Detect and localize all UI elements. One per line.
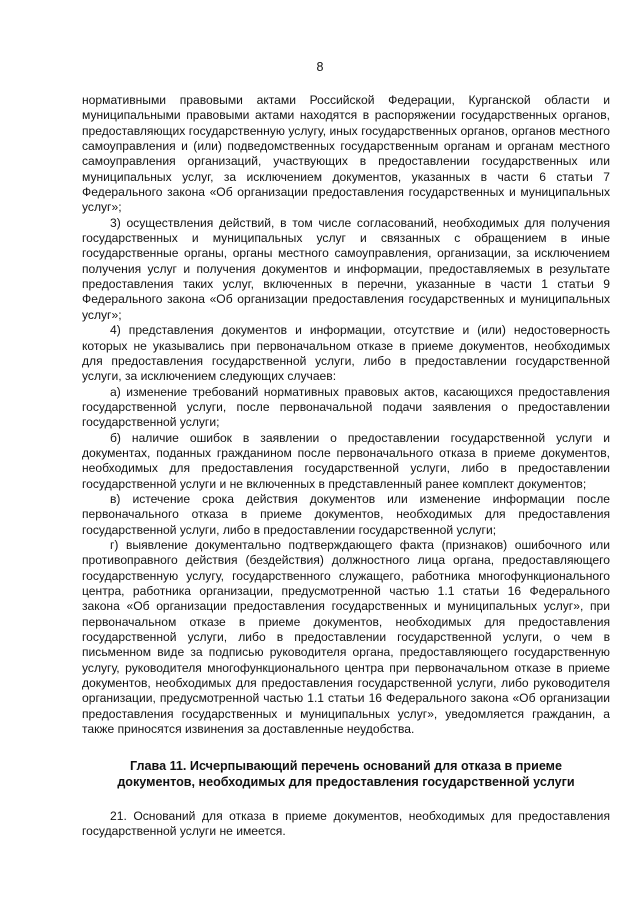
paragraph-item-3: 3) осуществления действий, в том числе согласований, необходимых для получения государственных и муниципальных услуг и связанных с обращением в иные государственные органы, органы местного самоуправления, организации, за исключением получения услуг и получения документов и информации, предоставляемых в результате предоставления таких услуг, включенных в перечни, указанные в части 1 статьи 9 Федерального закона «Об организации предоставления государственных и муниципальных услуг»; (82, 215, 610, 322)
paragraph-subitem-b: б) наличие ошибок в заявлении о предоставлении государственной услуги и документах, поданных гражданином после первоначального отказа в приеме документов, необходимых для предоставления государственной услуги, либо в предоставлении государственной услуги и не включенных в представленный ранее комплект документов; (82, 430, 610, 491)
paragraph-subitem-a: а) изменение требований нормативных правовых актов, касающихся предоставления государственной услуги, после первоначальной подачи заявления о предоставлении государственной услуги; (82, 384, 610, 430)
document-body (82, 93, 610, 839)
chapter-heading: Глава 11. Исчерпывающий перечень оснований для отказа в приеме документов, необходимых для предоставления государственной услуги (117, 759, 575, 790)
paragraph-item-21: 21. Оснований для отказа в приеме документов, необходимых для предоставления государственной услуги не имеется. (82, 808, 610, 838)
paragraph-continuation: нормативными правовыми актами Российской Федерации, Курганской области и муниципальными правовыми актами находятся в распоряжении государственных органов, предоставляющих государственную услугу, иных государственных органов, органов местного самоуправления и (или) подведомственных государственным органам и органам местного самоуправления организаций, участвующих в предоставлении государственных или муниципальных услуг, за исключением документов, указанных в части 6 статьи 7 Федерального закона «Об организации предоставления государственных и муниципальных услуг»; (82, 93, 610, 215)
page-number: 8 (316, 60, 324, 74)
paragraph-item-4: 4) представления документов и информации, отсутствие и (или) недостоверность которых не указывались при первоначальном отказе в приеме документов, необходимых для предоставления государственной услуги, либо в предоставлении государственной услуги, за исключением следующих случаев: (82, 323, 610, 384)
paragraph-subitem-v: в) истечение срока действия документов или изменение информации после первоначального отказа в приеме документов, необходимых для предоставления государственной услуги, либо в предоставлении государственной услуги; (82, 491, 610, 537)
paragraph-subitem-g: г) выявление документально подтверждающего факта (признаков) ошибочного или противоправного действия (бездействия) должностного лица органа, предоставляющего государственную услугу, государственного служащего, работника многофункционального центра, работника организации, предусмотренной частью 1.1 статьи 16 Федерального закона «Об организации предоставления государственных и муниципальных услуг», при первоначальном отказе в приеме документов, необходимых для предоставления государственной услуги, либо в предоставлении государственной услуги, о чем в письменном виде за подписью руководителя органа, предоставляющего государственную услугу, руководителя многофункционального центра при первоначальном отказе в приеме документов, необходимых для предоставления государственной услуги, либо руководителя организации, предусмотренной частью 1.1 статьи 16 Федерального закона «Об организации предоставления государственных и муниципальных услуг», уведомляется гражданин, а также приносятся извинения за доставленные неудобства. (82, 537, 610, 737)
